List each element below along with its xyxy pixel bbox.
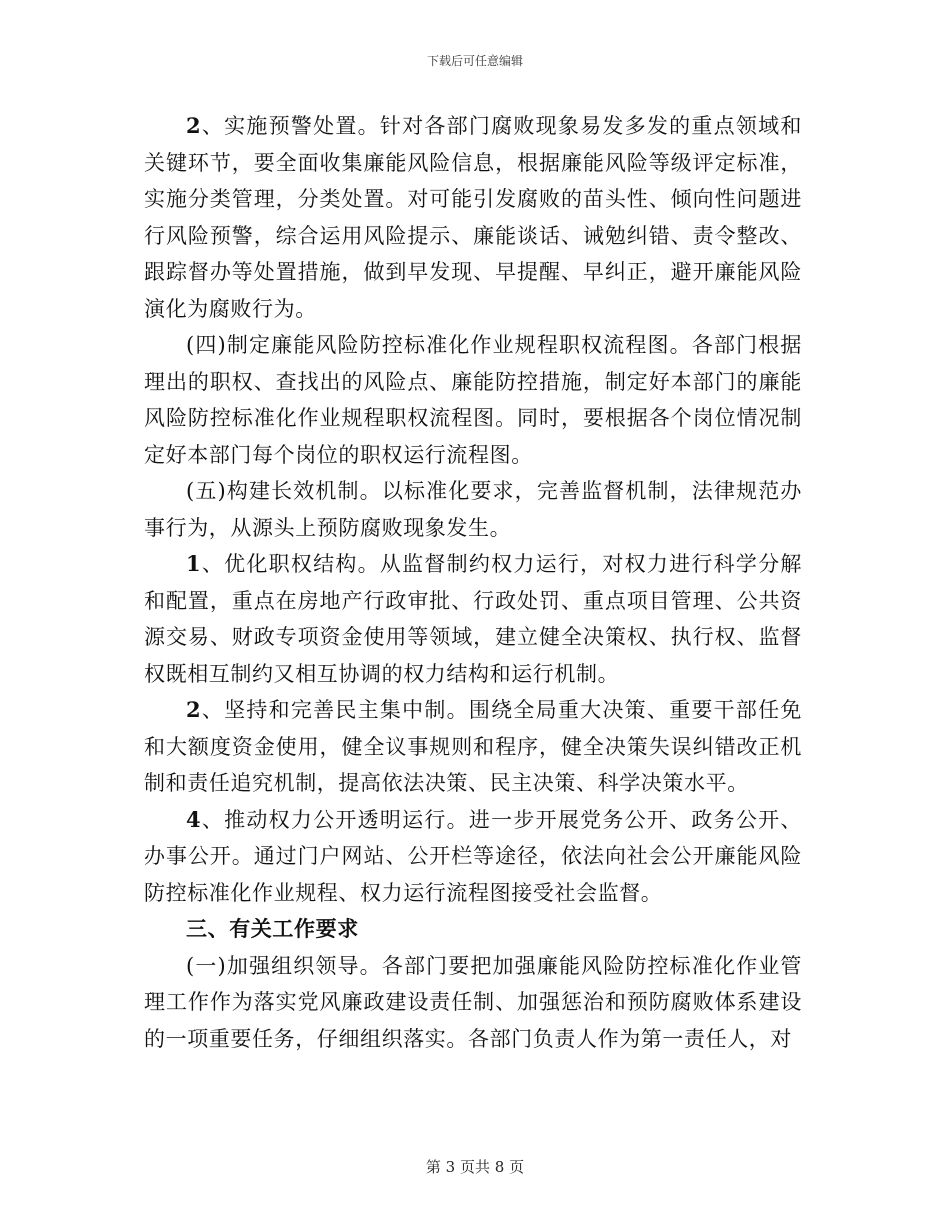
document-body <box>144 108 802 1057</box>
paragraph-optimize-structure <box>144 546 802 692</box>
paragraph-text: 、推动权力公开透明运行。进一步开展党务公开、政务公开、办事公开。通过门户网站、公开栏等途径，依法向社会公开廉能风险防控标准化作业规程、权力运行流程图接受社会监督。 <box>144 807 802 905</box>
page-header: 下载后可任意编辑 <box>426 54 523 68</box>
paragraph-number: 2 <box>186 113 202 138</box>
section-heading: 三、有关工作要求 <box>186 916 359 941</box>
paragraph-democratic-centralism <box>144 692 802 802</box>
paragraph-text: 、实施预警处置。针对各部门腐败现象易发多发的重点领域和关键环节，要全面收集廉能风险信息，根据廉能风险等级评定标准，实施分类管理，分类处置。对可能引发腐败的苗头性、倾向性问题进行风险预警，综合运用风险提示、廉能谈话、诫勉纠错、责令整改、跟踪督办等处置措施，做到早发现、早提醒、早纠正，避开廉能风险演化为腐败行为。 <box>144 114 802 321</box>
page-number: 第 3 页共 8 页 <box>425 1158 525 1176</box>
paragraph-transparency <box>144 802 802 912</box>
paragraph-text: 、优化职权结构。从监督制约权力运行，对权力进行科学分解和配置，重点在房地产行政审批、行政处罚、重点项目管理、公共资源交易、财政专项资金使用等领域，建立健全决策权、执行权、监督权既相互制约又相互协调的权力结构和运行机制。 <box>144 552 802 686</box>
paragraph-long-term-mechanism <box>144 473 802 546</box>
paragraph-number: 2 <box>186 697 202 722</box>
paragraph-flowchart <box>144 327 802 473</box>
paragraph-text: (五)构建长效机制。以标准化要求，完善监督机制，法律规范办事行为，从源头上预防腐败现象发生。 <box>144 479 802 540</box>
paragraph-organization-leadership: (一)加强组织领导。各部门要把加强廉能风险防控标准化作业管理工作作为落实党风廉政建设责任制、加强惩治和预防腐败体系建设的一项重要任务，仔细组织落实。各部门负责人作为第一责任人，对 <box>144 953 802 1051</box>
paragraph-warning-handling <box>144 108 802 327</box>
paragraph-text: 、坚持和完善民主集中制。围绕全局重大决策、重要干部任免和大额度资金使用，健全议事规则和程序，健全决策失误纠错改正机制和责任追究机制，提高依法决策、民主决策、科学决策水平。 <box>144 698 802 795</box>
paragraph-number: 1 <box>186 551 202 576</box>
paragraph-number: 4 <box>186 806 202 832</box>
paragraph-text: (四)制定廉能风险防控标准化作业规程职权流程图。各部门根据理出的职权、查找出的风险点、廉能防控措施，制定好本部门的廉能风险防控标准化作业规程职权流程图。同时，要根据各个岗位情况制定好本部门每个岗位的职权运行流程图。 <box>144 333 802 467</box>
